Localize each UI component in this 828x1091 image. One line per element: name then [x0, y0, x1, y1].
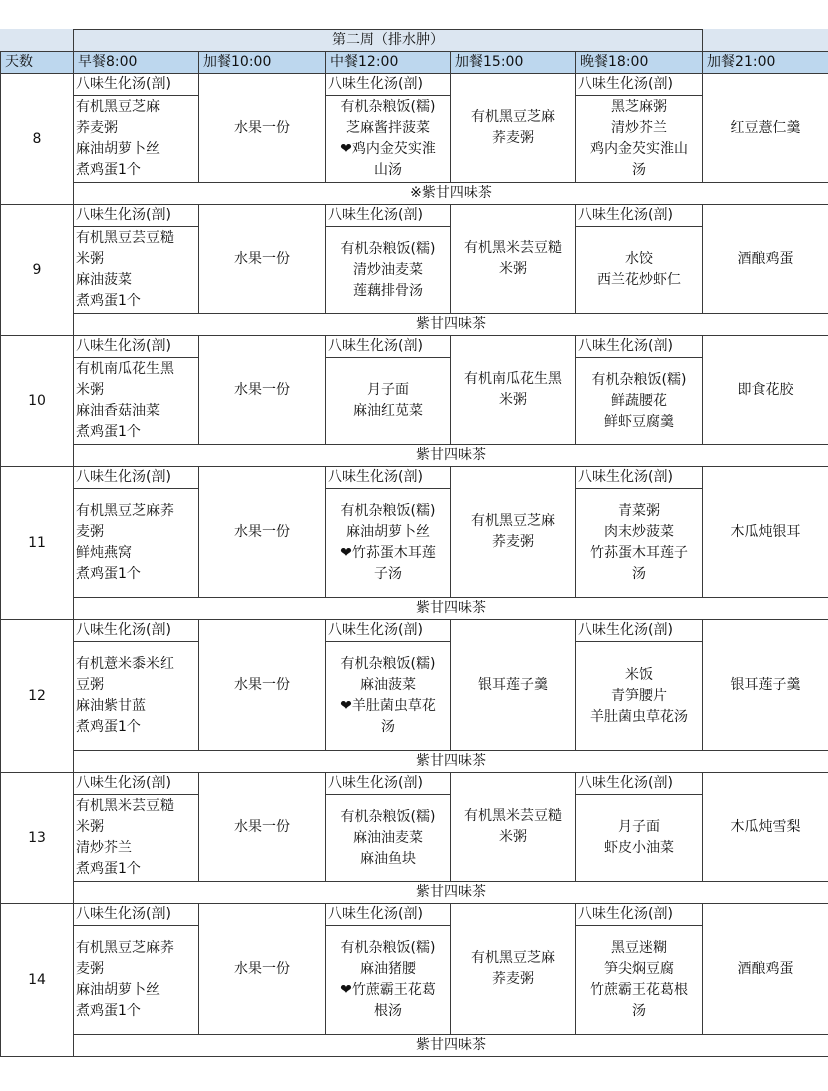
snack-10-cell: 水果一份: [199, 904, 326, 1035]
lunch-cell: 有机杂粮饭(糯) 麻油油麦菜 麻油鱼块: [326, 795, 451, 882]
day-row-tea: [1, 314, 828, 336]
day-number: 8: [1, 74, 74, 205]
dinner-soup: 八味生化汤(剖): [576, 74, 703, 96]
snack-10-cell: 水果一份: [199, 74, 326, 183]
day-number: 9: [1, 205, 74, 336]
snack-15-cell: 有机南瓜花生黑 米粥: [451, 336, 576, 445]
snack-21-cell: 酒酿鸡蛋: [703, 904, 828, 1035]
dinner-cell: 黑豆迷糊 笋尖焖豆腐 竹蔗霸王花葛根 汤: [576, 926, 703, 1035]
snack-15-cell: 有机黑豆芝麻 荞麦粥: [451, 74, 576, 183]
day-row-soup: [1, 773, 828, 795]
snack-10-cell: 水果一份: [199, 467, 326, 598]
lunch-cell: 有机杂粮饭(糯) 芝麻酱拌菠菜 ❤鸡内金芡实淮 山汤: [326, 96, 451, 183]
day-number: 11: [1, 467, 74, 620]
snack-21-cell: 酒酿鸡蛋: [703, 205, 828, 314]
dinner-soup: 八味生化汤(剖): [576, 620, 703, 642]
lunch-soup: 八味生化汤(剖): [326, 904, 451, 926]
breakfast-cell: 有机黑豆芝麻荞 麦粥 麻油胡萝卜丝 煮鸡蛋1个: [74, 926, 199, 1035]
breakfast-cell: 有机黑豆芸豆糙 米粥 麻油菠菜 煮鸡蛋1个: [74, 227, 199, 314]
snack-15-cell: 有机黑豆芝麻 荞麦粥: [451, 467, 576, 598]
dinner-soup: 八味生化汤(剖): [576, 336, 703, 358]
day-row-soup: [1, 620, 828, 642]
lunch-soup: 八味生化汤(剖): [326, 773, 451, 795]
day-row-soup: [1, 74, 828, 96]
tea-cell: 紫甘四味茶: [74, 751, 828, 773]
header-lunch: 中餐12:00: [326, 52, 451, 74]
lunch-soup: 八味生化汤(剖): [326, 74, 451, 96]
snack-21-cell: 即食花胶: [703, 336, 828, 445]
lunch-soup: 八味生化汤(剖): [326, 336, 451, 358]
dinner-cell: 黑芝麻粥 清炒芥兰 鸡内金芡实淮山 汤: [576, 96, 703, 183]
dinner-soup: 八味生化汤(剖): [576, 773, 703, 795]
lunch-cell: 有机杂粮饭(糯) 清炒油麦菜 莲藕排骨汤: [326, 227, 451, 314]
breakfast-cell: 有机薏米黍米红 豆粥 麻油紫甘蓝 煮鸡蛋1个: [74, 642, 199, 751]
table-title: 第二周（排水肿）: [74, 30, 703, 52]
dinner-cell: 水饺 西兰花炒虾仁: [576, 227, 703, 314]
day-row-soup: [1, 336, 828, 358]
dinner-cell: 有机杂粮饭(糯) 鲜蔬腰花 鲜虾豆腐羹: [576, 358, 703, 445]
corner-cell: [1, 30, 74, 52]
tea-cell: 紫甘四味茶: [74, 1035, 828, 1057]
corner-cell-right: [703, 30, 828, 52]
lunch-soup: 八味生化汤(剖): [326, 205, 451, 227]
day-row-tea: [1, 751, 828, 773]
breakfast-soup: 八味生化汤(剖): [74, 904, 199, 926]
snack-21-cell: 红豆薏仁羹: [703, 74, 828, 183]
day-number: 14: [1, 904, 74, 1057]
meal-plan-table: [0, 29, 828, 1057]
lunch-cell: 有机杂粮饭(糯) 麻油猪腰 ❤竹蔗霸王花葛 根汤: [326, 926, 451, 1035]
lunch-soup: 八味生化汤(剖): [326, 467, 451, 489]
lunch-cell: 有机杂粮饭(糯) 麻油胡萝卜丝 ❤竹荪蛋木耳莲 子汤: [326, 489, 451, 598]
day-row-tea: [1, 1035, 828, 1057]
breakfast-soup: 八味生化汤(剖): [74, 74, 199, 96]
day-number: 13: [1, 773, 74, 904]
snack-10-cell: 水果一份: [199, 620, 326, 751]
snack-10-cell: 水果一份: [199, 205, 326, 314]
dinner-cell: 月子面 虾皮小油菜: [576, 795, 703, 882]
tea-cell: 紫甘四味茶: [74, 445, 828, 467]
dinner-soup: 八味生化汤(剖): [576, 467, 703, 489]
dinner-cell: 青菜粥 肉末炒菠菜 竹荪蛋木耳莲子 汤: [576, 489, 703, 598]
day-row-tea: [1, 183, 828, 205]
day-row-soup: [1, 467, 828, 489]
day-row-tea: [1, 445, 828, 467]
header-dinner: 晚餐18:00: [576, 52, 703, 74]
header-snack-10: 加餐10:00: [199, 52, 326, 74]
lunch-soup: 八味生化汤(剖): [326, 620, 451, 642]
breakfast-soup: 八味生化汤(剖): [74, 773, 199, 795]
tea-cell: 紫甘四味茶: [74, 598, 828, 620]
meal-plan-sheet: [0, 29, 828, 1091]
header-snack-21: 加餐21:00: [703, 52, 828, 74]
header-row: [1, 52, 828, 74]
tea-cell: 紫甘四味茶: [74, 882, 828, 904]
breakfast-cell: 有机黑豆芝麻 荞麦粥 麻油胡萝卜丝 煮鸡蛋1个: [74, 96, 199, 183]
snack-15-cell: 有机黑米芸豆糙 米粥: [451, 773, 576, 882]
tea-cell: 紫甘四味茶: [74, 314, 828, 336]
lunch-cell: 月子面 麻油红苋菜: [326, 358, 451, 445]
day-number: 12: [1, 620, 74, 773]
days-body: [1, 74, 828, 1057]
breakfast-soup: 八味生化汤(剖): [74, 205, 199, 227]
breakfast-soup: 八味生化汤(剖): [74, 336, 199, 358]
header-day: 天数: [1, 52, 74, 74]
header-snack-15: 加餐15:00: [451, 52, 576, 74]
day-number: 10: [1, 336, 74, 467]
snack-15-cell: 有机黑米芸豆糙 米粥: [451, 205, 576, 314]
day-row-soup: [1, 205, 828, 227]
day-row-soup: [1, 904, 828, 926]
day-row-tea: [1, 882, 828, 904]
breakfast-cell: 有机南瓜花生黑 米粥 麻油香菇油菜 煮鸡蛋1个: [74, 358, 199, 445]
breakfast-soup: 八味生化汤(剖): [74, 620, 199, 642]
header-breakfast: 早餐8:00: [74, 52, 199, 74]
dinner-soup: 八味生化汤(剖): [576, 904, 703, 926]
tea-cell: ※紫甘四味茶: [74, 183, 828, 205]
snack-21-cell: 木瓜炖雪梨: [703, 773, 828, 882]
day-row-tea: [1, 598, 828, 620]
dinner-soup: 八味生化汤(剖): [576, 205, 703, 227]
breakfast-cell: 有机黑豆芝麻荞 麦粥 鲜炖燕窝 煮鸡蛋1个: [74, 489, 199, 598]
breakfast-cell: 有机黑米芸豆糙 米粥 清炒芥兰 煮鸡蛋1个: [74, 795, 199, 882]
snack-21-cell: 木瓜炖银耳: [703, 467, 828, 598]
snack-21-cell: 银耳莲子羹: [703, 620, 828, 751]
breakfast-soup: 八味生化汤(剖): [74, 467, 199, 489]
snack-10-cell: 水果一份: [199, 773, 326, 882]
snack-15-cell: 有机黑豆芝麻 荞麦粥: [451, 904, 576, 1035]
lunch-cell: 有机杂粮饭(糯) 麻油菠菜 ❤羊肚菌虫草花 汤: [326, 642, 451, 751]
snack-10-cell: 水果一份: [199, 336, 326, 445]
dinner-cell: 米饭 青笋腰片 羊肚菌虫草花汤: [576, 642, 703, 751]
snack-15-cell: 银耳莲子羹: [451, 620, 576, 751]
